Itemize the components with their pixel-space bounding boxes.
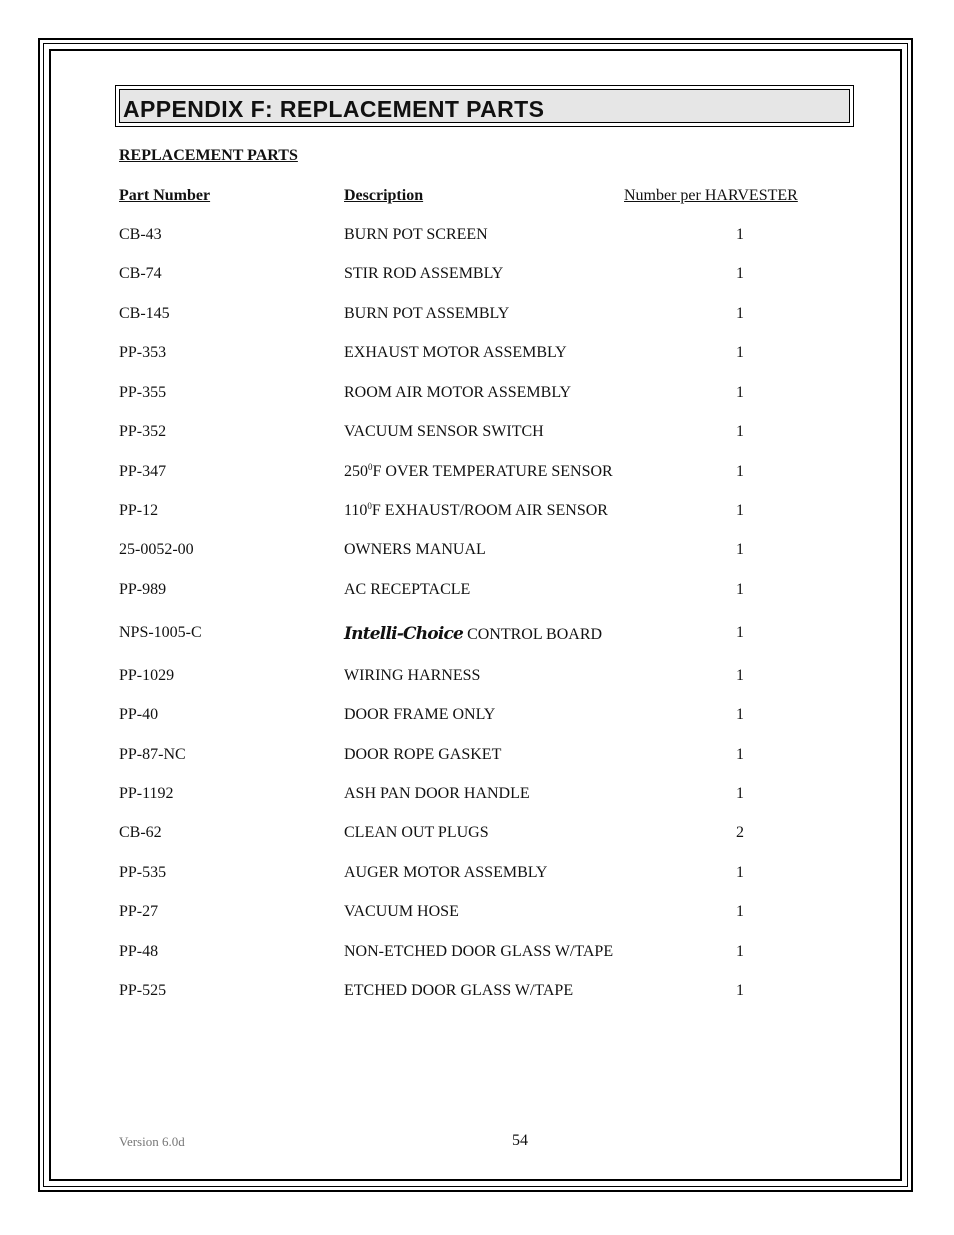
part-description: VACUUM SENSOR SWITCH	[344, 423, 544, 440]
title-box	[115, 85, 854, 127]
column-header-description: Description	[344, 187, 424, 204]
part-description: Intelli-Choice CONTROL BOARD	[344, 624, 603, 644]
table-row	[0, 541, 954, 561]
part-quantity: 2	[736, 824, 744, 841]
table-row	[0, 746, 954, 766]
table-row	[0, 943, 954, 963]
part-quantity: 1	[736, 785, 744, 802]
table-row	[0, 667, 954, 687]
table-row	[0, 423, 954, 443]
part-number: CB-43	[119, 226, 162, 243]
part-number: PP-355	[119, 384, 167, 401]
part-quantity: 1	[736, 982, 744, 999]
part-number: PP-535	[119, 864, 167, 881]
part-quantity: 1	[736, 746, 744, 763]
part-description: WIRING HARNESS	[344, 667, 481, 684]
part-quantity: 1	[736, 265, 744, 282]
part-description: ROOM AIR MOTOR ASSEMBLY	[344, 384, 572, 401]
table-row	[0, 706, 954, 726]
table-row	[0, 864, 954, 884]
table-row	[0, 785, 954, 805]
part-description: BURN POT ASSEMBLY	[344, 305, 510, 322]
part-description: ETCHED DOOR GLASS W/TAPE	[344, 982, 574, 999]
part-quantity: 1	[736, 463, 744, 480]
part-number: PP-1029	[119, 667, 175, 684]
part-number: PP-48	[119, 943, 159, 960]
page-title: APPENDIX F: REPLACEMENT PARTS	[123, 96, 545, 122]
part-description: AUGER MOTOR ASSEMBLY	[344, 864, 548, 881]
part-number: CB-145	[119, 305, 170, 322]
table-row	[0, 581, 954, 601]
part-number: PP-989	[119, 581, 167, 598]
part-quantity: 1	[736, 581, 744, 598]
part-number: PP-525	[119, 982, 167, 999]
part-quantity: 1	[736, 706, 744, 723]
column-header-part-number: Part Number	[119, 187, 211, 204]
part-quantity: 1	[736, 903, 744, 920]
part-description: BURN POT SCREEN	[344, 226, 488, 243]
table-row	[0, 502, 954, 522]
table-row	[0, 903, 954, 923]
part-description: $250^0F$ OVER TEMPERATURE SENSOR	[344, 462, 613, 480]
part-description: AC RECEPTACLE	[344, 581, 471, 598]
part-description: ASH PAN DOOR HANDLE	[344, 785, 530, 802]
part-number: CB-74	[119, 265, 162, 282]
part-description: NON-ETCHED DOOR GLASS W/TAPE	[344, 943, 614, 960]
part-quantity: 1	[736, 864, 744, 881]
part-quantity: 1	[736, 541, 744, 558]
part-quantity: 1	[736, 226, 744, 243]
version-label: Version 6.0d	[119, 1134, 185, 1149]
part-number: 25-0052-00	[119, 541, 194, 558]
column-header-quantity: Number per HARVESTER	[624, 187, 798, 204]
part-quantity: 1	[736, 502, 744, 519]
part-quantity: 1	[736, 384, 744, 401]
part-number: PP-1192	[119, 785, 174, 802]
table-row	[0, 463, 954, 483]
part-number: PP-40	[119, 706, 159, 723]
part-description: STIR ROD ASSEMBLY	[344, 265, 504, 282]
part-number: PP-347	[119, 463, 167, 480]
part-description: DOOR ROPE GASKET	[344, 746, 502, 763]
part-description: CLEAN OUT PLUGS	[344, 824, 489, 841]
part-quantity: 1	[736, 943, 744, 960]
part-quantity: 1	[736, 667, 744, 684]
table-row	[0, 824, 954, 844]
table-row	[0, 384, 954, 404]
table-row	[0, 226, 954, 246]
part-number: PP-12	[119, 502, 159, 519]
part-description: EXHAUST MOTOR ASSEMBLY	[344, 344, 567, 361]
part-quantity: 1	[736, 423, 744, 440]
part-number: PP-353	[119, 344, 167, 361]
table-row	[0, 344, 954, 364]
table-row	[0, 305, 954, 325]
table-row	[0, 624, 954, 644]
part-description: $110^0F$ EXHAUST/ROOM AIR SENSOR	[344, 501, 608, 519]
intelli-choice-brand: Intelli-Choice	[344, 624, 464, 644]
table-row	[0, 982, 954, 1002]
part-description: OWNERS MANUAL	[344, 541, 486, 558]
part-description: DOOR FRAME ONLY	[344, 706, 496, 723]
part-description: VACUUM HOSE	[344, 903, 459, 920]
part-quantity: 1	[736, 305, 744, 322]
page-number: 54	[512, 1132, 528, 1149]
part-number: PP-352	[119, 423, 167, 440]
part-quantity: 1	[736, 344, 744, 361]
section-heading: REPLACEMENT PARTS	[119, 147, 298, 164]
page-frame-inner	[49, 49, 902, 1181]
part-number: PP-27	[119, 903, 159, 920]
part-quantity: 1	[736, 624, 744, 641]
part-number: CB-62	[119, 824, 162, 841]
part-number: NPS-1005-C	[119, 624, 202, 641]
part-number: PP-87-NC	[119, 746, 186, 763]
table-row	[0, 265, 954, 285]
